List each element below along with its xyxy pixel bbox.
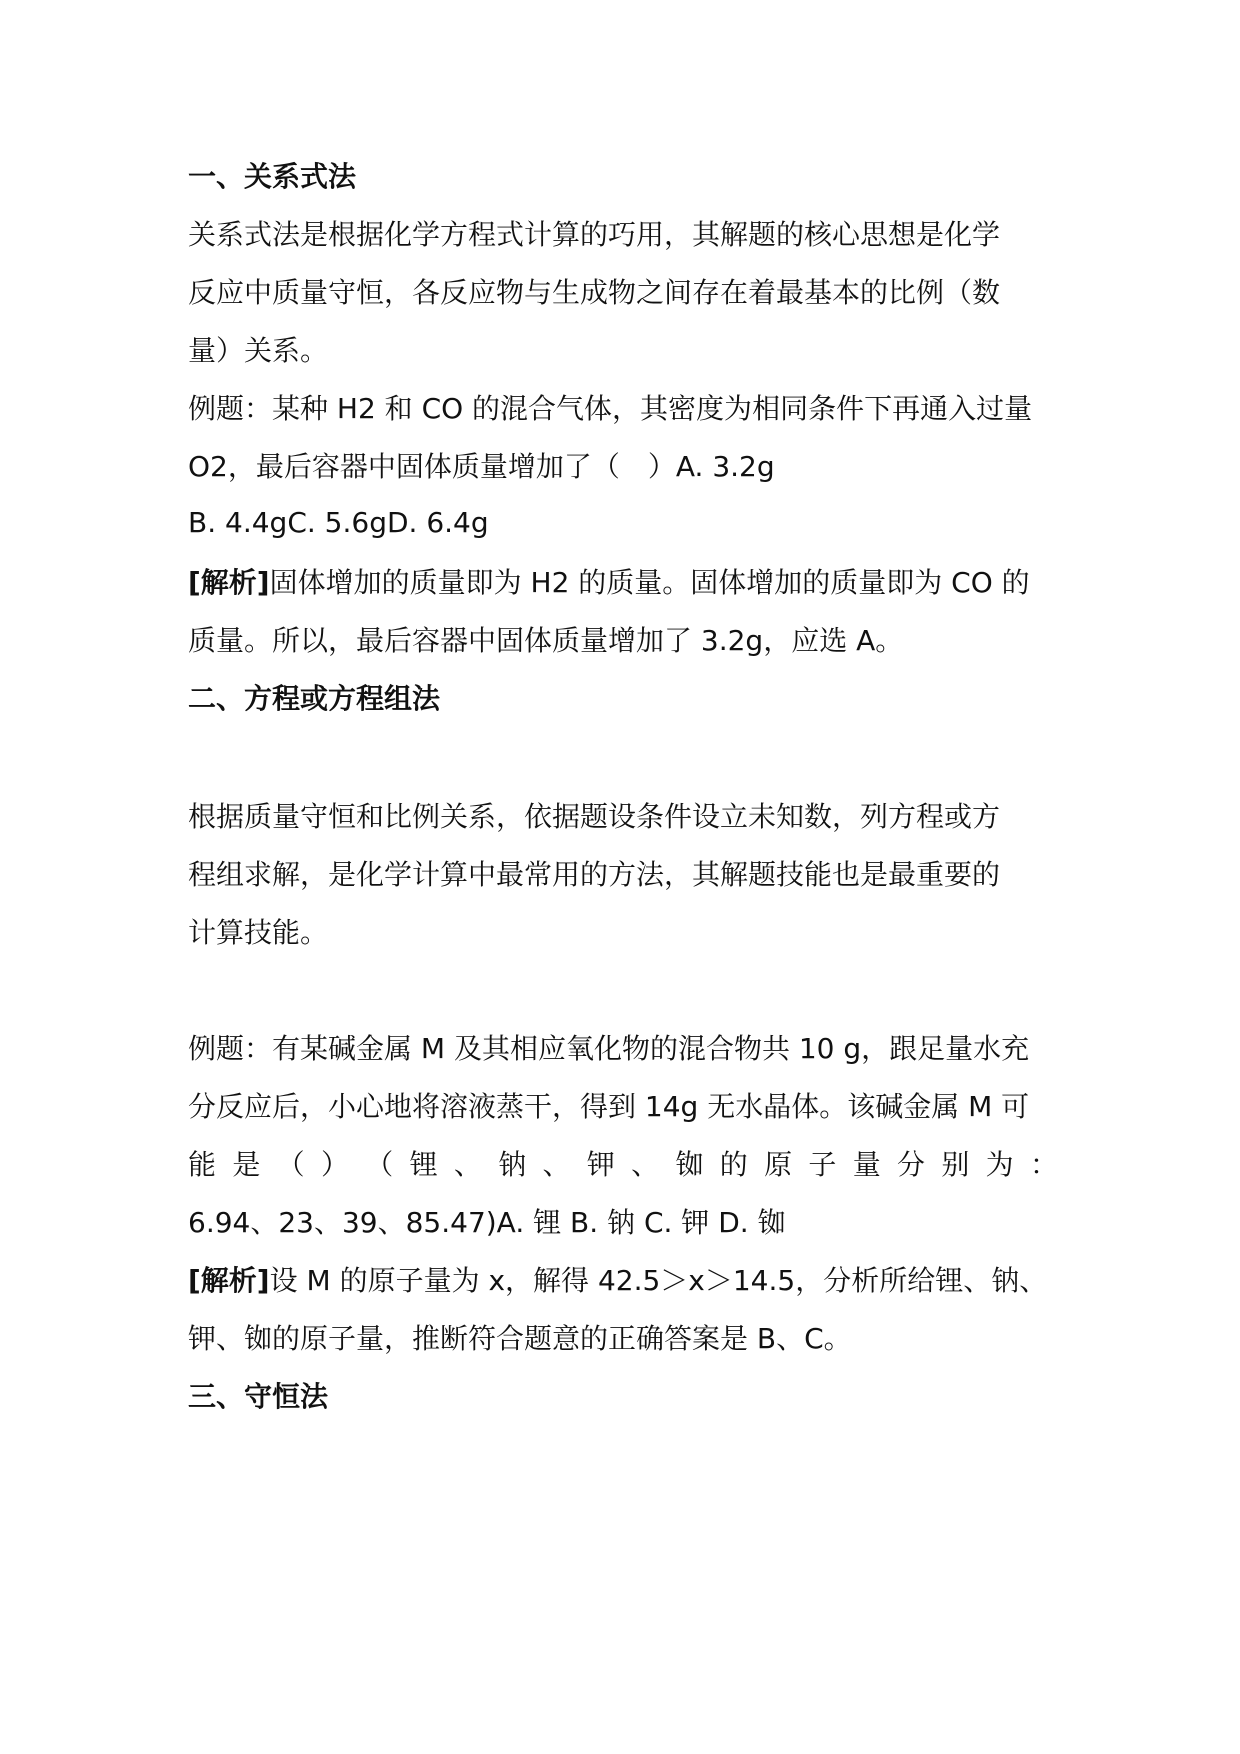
spread-char: 、 <box>542 1148 571 1181</box>
analysis-line <box>188 563 1058 603</box>
spread-char: 锂 <box>409 1148 438 1181</box>
spread-char: 钠 <box>498 1148 527 1181</box>
section-heading-3: 三、守恒法 <box>188 1380 329 1413</box>
spread-char: 是 <box>232 1148 261 1181</box>
analysis-line: 质量。所以，最后容器中固体质量增加了 3.2g，应选 A。 <box>188 624 904 657</box>
spread-char: 铷 <box>675 1148 704 1181</box>
spread-char: ） <box>320 1148 349 1181</box>
example-line: 例题：有某碱金属 M 及其相应氧化物的混合物共 10 g，跟足量水充 <box>188 1032 1030 1065</box>
spread-char: 别 <box>941 1148 970 1181</box>
spread-char: 原 <box>764 1148 793 1181</box>
example-options-line: 6.94、23、39、85.47)A. 锂 B. 钠 C. 钾 D. 铷 <box>188 1206 786 1239</box>
analysis-line <box>188 1261 1058 1301</box>
spread-char: ： <box>1029 1148 1058 1181</box>
paragraph-line: 关系式法是根据化学方程式计算的巧用，其解题的核心思想是化学 <box>188 218 1001 251</box>
example-line: 例题：某种 H2 和 CO 的混合气体，其密度为相同条件下再通入过量 <box>188 392 1033 425</box>
example-options-line: B. 4.4gC. 5.6gD. 6.4g <box>188 506 489 539</box>
analysis-tag: [解析] <box>188 1264 270 1297</box>
spread-char: 为 <box>985 1148 1014 1181</box>
analysis-line: 钾、铷的原子量，推断符合题意的正确答案是 B、C。 <box>188 1322 852 1355</box>
example-line: 分反应后，小心地将溶液蒸干，得到 14g 无水晶体。该碱金属 M 可 <box>188 1090 1030 1123</box>
analysis-tag: [解析] <box>188 566 270 599</box>
spread-char: 分 <box>897 1148 926 1181</box>
spread-char: 量 <box>852 1148 881 1181</box>
analysis-text: 固体增加的质量即为 H2 的质量。固体增加的质量即为 CO 的 <box>269 566 1030 599</box>
paragraph-line: 程组求解，是化学计算中最常用的方法，其解题技能也是最重要的 <box>188 858 1001 891</box>
spread-char: 钾 <box>586 1148 615 1181</box>
section-heading-2: 二、方程或方程组法 <box>188 682 441 715</box>
paragraph-line: 根据质量守恒和比例关系，依据题设条件设立未知数，列方程或方 <box>188 800 1001 833</box>
spread-char: 、 <box>453 1148 482 1181</box>
paragraph-line: 反应中质量守恒，各反应物与生成物之间存在着最基本的比例（数 <box>188 276 1001 309</box>
spread-char: 子 <box>808 1148 837 1181</box>
paragraph-line: 计算技能。 <box>188 916 329 949</box>
analysis-text: 设 M 的原子量为 x，解得 42.5＞x＞14.5，分析所给锂、钠、 <box>269 1264 1048 1297</box>
example-line: O2，最后容器中固体质量增加了（ ）A. 3.2g <box>188 450 775 483</box>
spread-char: （ <box>276 1148 305 1181</box>
spread-char: 、 <box>631 1148 660 1181</box>
spread-char: （ <box>365 1148 394 1181</box>
example-spread-line <box>188 1145 1058 1185</box>
document-page <box>188 0 1058 1754</box>
spread-char: 的 <box>719 1148 748 1181</box>
section-heading-1: 一、关系式法 <box>188 160 357 193</box>
spread-char: 能 <box>188 1148 217 1181</box>
paragraph-line: 量）关系。 <box>188 334 329 367</box>
